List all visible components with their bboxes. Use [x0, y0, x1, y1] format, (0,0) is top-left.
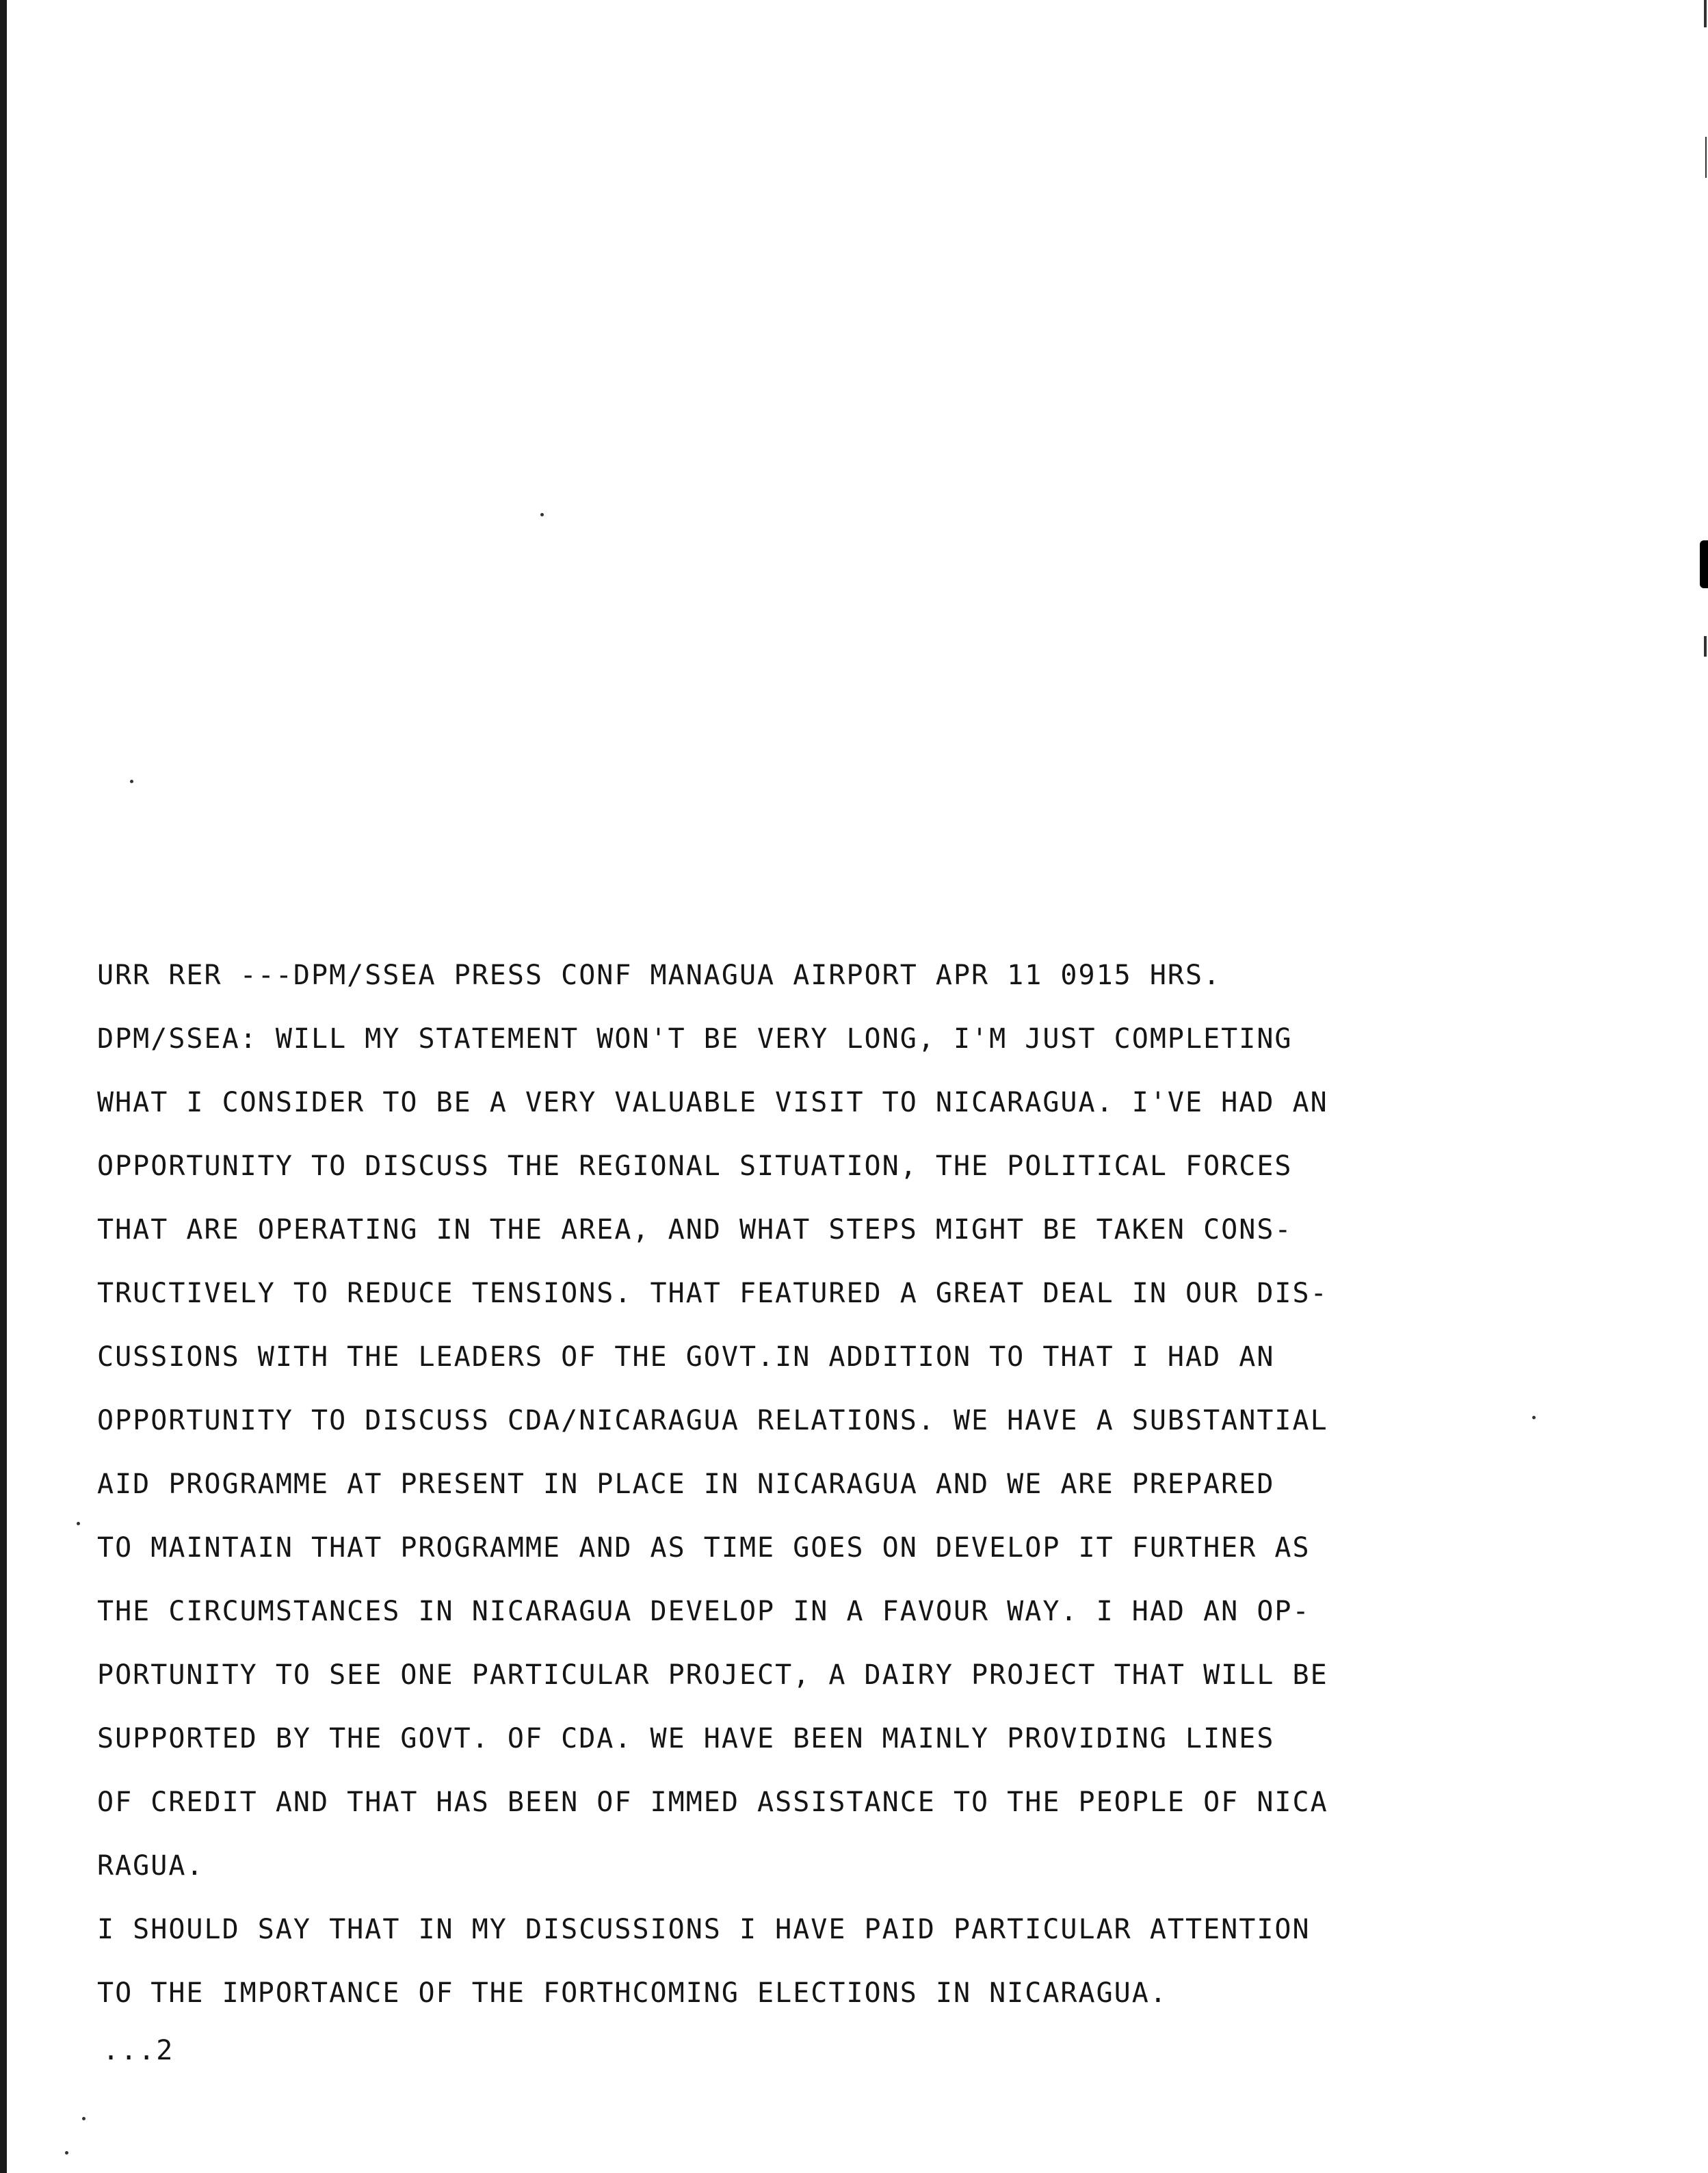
scan-speck	[82, 2117, 86, 2120]
text-line: CUSSIONS WITH THE LEADERS OF THE GOVT.IN ADDITION TO THAT I HAD AN	[97, 1341, 1275, 1373]
text-line: TO MAINTAIN THAT PROGRAMME AND AS TIME GOES ON DEVELOP IT FURTHER AS	[97, 1532, 1311, 1564]
page-continuation: ...2	[103, 2035, 174, 2066]
text-line: OF CREDIT AND THAT HAS BEEN OF IMMED ASSISTANCE TO THE PEOPLE OF NICA	[97, 1787, 1328, 1818]
text-line: TRUCTIVELY TO REDUCE TENSIONS. THAT FEATURED A GREAT DEAL IN OUR DIS-	[97, 1278, 1328, 1309]
text-line: I SHOULD SAY THAT IN MY DISCUSSIONS I HAVE PAID PARTICULAR ATTENTION	[97, 1914, 1311, 1945]
text-line: THE CIRCUMSTANCES IN NICARAGUA DEVELOP IN A FAVOUR WAY. I HAD AN OP-	[97, 1596, 1311, 1627]
scan-speck	[540, 513, 544, 516]
text-line: RAGUA.	[97, 1850, 205, 1882]
scan-speck	[130, 780, 133, 783]
margin-tick	[1704, 636, 1707, 657]
margin-tick	[1704, 0, 1707, 27]
text-line: WHAT I CONSIDER TO BE A VERY VALUABLE VISIT TO NICARAGUA. I'VE HAD AN	[97, 1087, 1328, 1118]
text-line: AID PROGRAMME AT PRESENT IN PLACE IN NICARAGUA AND WE ARE PREPARED	[97, 1469, 1275, 1500]
text-line: THAT ARE OPERATING IN THE AREA, AND WHAT STEPS MIGHT BE TAKEN CONS-	[97, 1214, 1293, 1246]
margin-mark	[1700, 540, 1708, 588]
text-line: SUPPORTED BY THE GOVT. OF CDA. WE HAVE BEEN MAINLY PROVIDING LINES	[97, 1723, 1275, 1754]
margin-tick	[1705, 137, 1707, 178]
scan-speck	[1532, 1416, 1536, 1419]
text-line: OPPORTUNITY TO DISCUSS THE REGIONAL SITUATION, THE POLITICAL FORCES	[97, 1150, 1293, 1182]
text-line: OPPORTUNITY TO DISCUSS CDA/NICARAGUA RELATIONS. WE HAVE A SUBSTANTIAL	[97, 1405, 1328, 1436]
scan-speck	[65, 2151, 68, 2155]
text-line: URR RER ---DPM/SSEA PRESS CONF MANAGUA AIRPORT APR 11 0915 HRS.	[97, 960, 1222, 991]
text-line: TO THE IMPORTANCE OF THE FORTHCOMING ELECTIONS IN NICARAGUA.	[97, 1977, 1168, 2009]
text-line: PORTUNITY TO SEE ONE PARTICULAR PROJECT, A DAIRY PROJECT THAT WILL BE	[97, 1659, 1328, 1691]
telex-body	[97, 944, 1465, 2025]
scan-border	[0, 0, 7, 2173]
scan-speck	[77, 1522, 80, 1525]
text-line: DPM/SSEA: WILL MY STATEMENT WON'T BE VERY LONG, I'M JUST COMPLETING	[97, 1023, 1293, 1055]
